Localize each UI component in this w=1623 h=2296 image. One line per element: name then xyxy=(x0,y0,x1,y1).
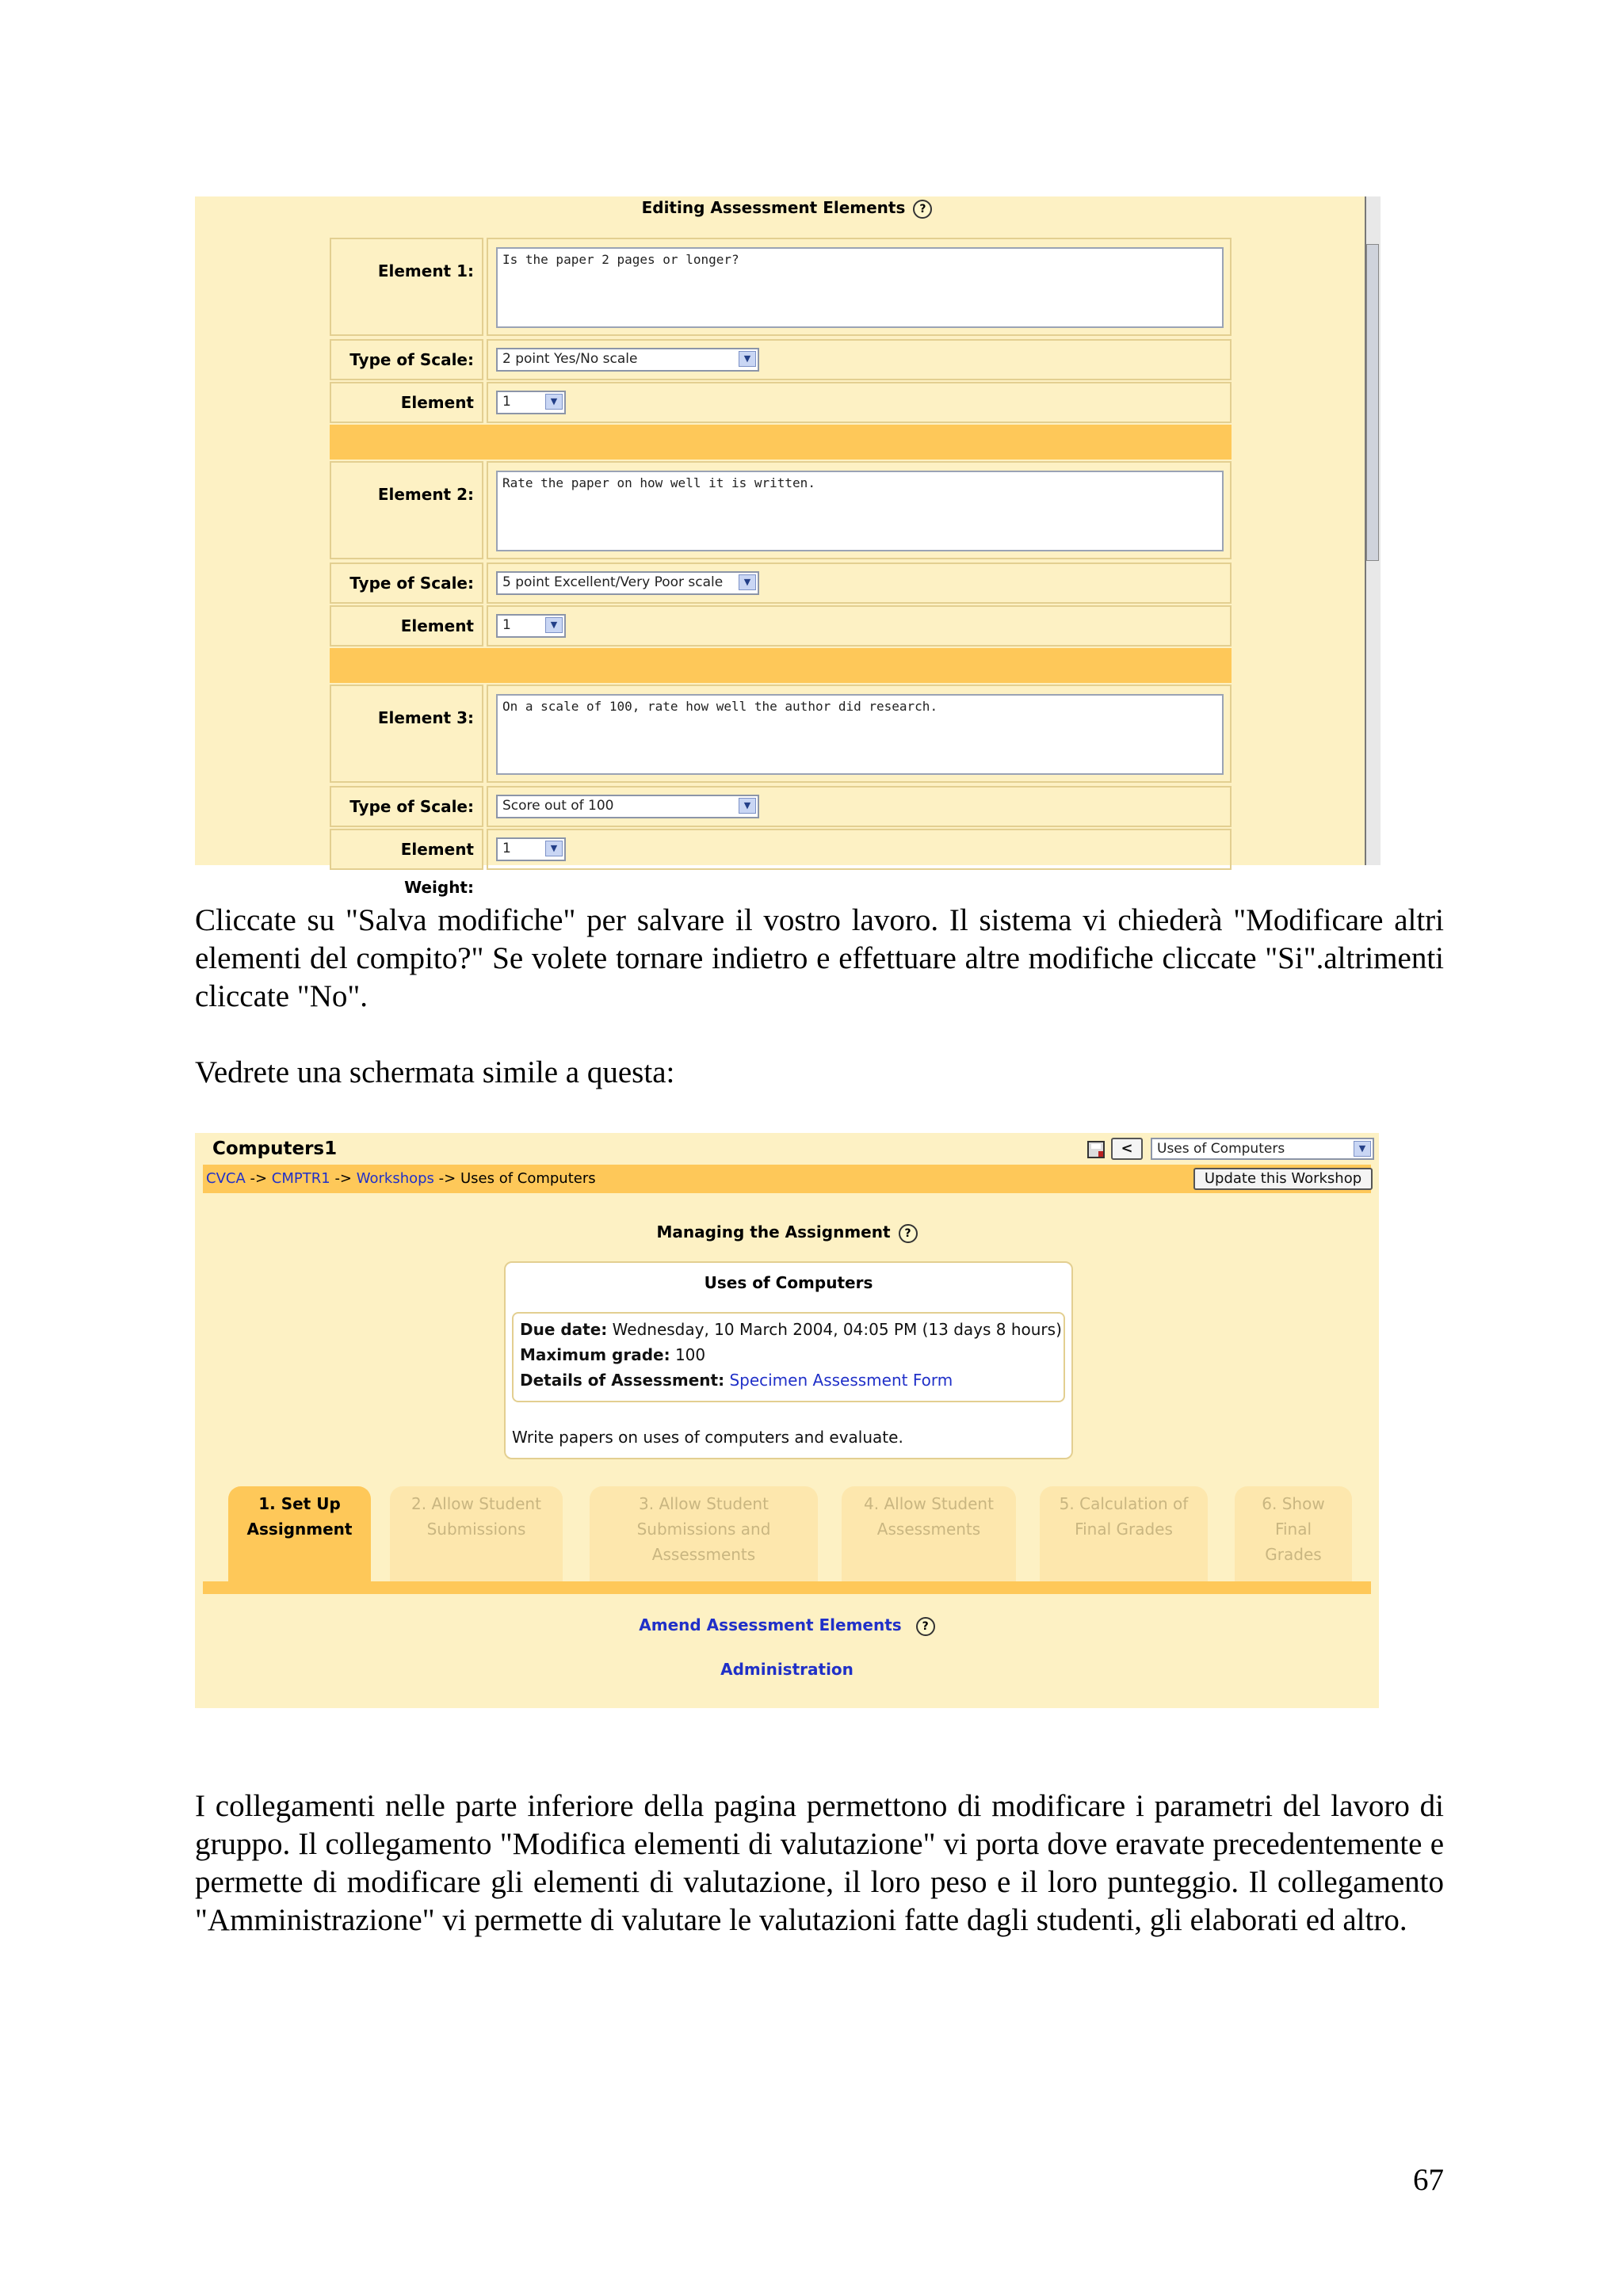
element-1-label: Element 1: xyxy=(330,238,483,336)
course-title: Computers1 xyxy=(212,1138,338,1159)
element-2-weight-cell xyxy=(487,605,1232,646)
chevron-down-icon[interactable]: ▼ xyxy=(739,351,756,367)
breadcrumb xyxy=(203,1165,1371,1193)
chevron-down-icon[interactable]: ▼ xyxy=(739,798,756,814)
tab-line-1: 5. Calculation of xyxy=(1059,1494,1189,1513)
element-2-scale-select[interactable] xyxy=(496,571,759,595)
due-date-label: Due date: xyxy=(520,1320,608,1339)
amend-assessment-elements-link[interactable]: Amend Assessment Elements xyxy=(639,1615,902,1634)
section-title: Managing the Assignment xyxy=(656,1222,891,1241)
element-3-scale-select[interactable] xyxy=(496,795,759,818)
editing-title: Editing Assessment Elements xyxy=(641,198,906,217)
tab-line-1: 2. Allow Student xyxy=(411,1494,541,1513)
editing-assessment-screenshot xyxy=(195,196,1379,897)
tab-line-1: 1. Set Up xyxy=(258,1494,341,1513)
save-icon-mark xyxy=(1098,1151,1103,1157)
paragraph-links-explanation: I collegamenti nelle parte inferiore della pagina permettono di modificare i parametri del lavoro di gruppo. Il collegamento "Modifica elementi di valutazione" vi porta dove eravate precedentemente e permette di modificare gli elementi di valutazione, il loro peso e il loro punteggio. Il collegamento "Amministrazione" vi permette di valutare le valutazioni fatte dagli studenti, gli elaborati ed altro. xyxy=(195,1789,1444,1937)
administration-link[interactable]: Administration xyxy=(720,1660,854,1679)
tab-line-1: 6. Show xyxy=(1262,1494,1325,1513)
tab-allow-submissions[interactable] xyxy=(390,1486,563,1591)
element-3-weight-label: Element Weight: xyxy=(330,829,483,870)
tab-line-1: 3. Allow Student xyxy=(639,1494,769,1513)
assignment-description: Write papers on uses of computers and evaluate. xyxy=(512,1428,903,1447)
tab-line-2: Assignment xyxy=(246,1520,353,1539)
specimen-form-link[interactable]: Specimen Assessment Form xyxy=(729,1371,953,1390)
element-2-textarea[interactable]: Rate the paper on how well it is written. xyxy=(496,471,1224,551)
scrollbar-thumb[interactable] xyxy=(1366,244,1379,561)
chevron-down-icon[interactable]: ▼ xyxy=(545,394,563,410)
due-date-line xyxy=(520,1318,1062,1341)
administration-link-row xyxy=(195,1656,1379,1683)
tab-line-2: Assessments xyxy=(876,1520,981,1539)
paragraph-intro-screen: Vedrete una schermata simile a questa: xyxy=(195,1055,675,1089)
chevron-down-icon[interactable]: ▼ xyxy=(545,841,563,856)
element-3-textarea[interactable]: On a scale of 100, rate how well the author did research. xyxy=(496,694,1224,775)
tab-allow-assessments[interactable] xyxy=(842,1486,1016,1591)
details-label: Details of Assessment: xyxy=(520,1371,725,1390)
element-1-textarea[interactable]: Is the paper 2 pages or longer? xyxy=(496,247,1224,328)
breadcrumb-workshops[interactable]: Workshops xyxy=(356,1170,434,1187)
tab-line-2: Final xyxy=(1274,1520,1312,1539)
element-3-weight-cell xyxy=(487,829,1232,870)
assignment-details-box xyxy=(512,1312,1065,1402)
separator-band xyxy=(330,425,1232,460)
element-2-weight-label: Element xyxy=(330,605,483,646)
breadcrumb-sep: -> xyxy=(330,1170,357,1187)
prev-button[interactable]: < xyxy=(1111,1138,1143,1160)
tab-line-3: Grades xyxy=(1265,1545,1322,1564)
workshop-header xyxy=(203,1133,1371,1165)
element-2-weight-value: 1 xyxy=(502,617,511,633)
jump-select[interactable] xyxy=(1151,1138,1374,1160)
tab-set-up-assignment[interactable] xyxy=(228,1486,371,1591)
save-icon-label xyxy=(1091,1144,1101,1149)
chevron-down-icon[interactable]: ▼ xyxy=(739,574,756,590)
separator-band xyxy=(330,648,1232,683)
tab-line-2: Final Grades xyxy=(1075,1520,1173,1539)
element-2-label: Element 2: xyxy=(330,461,483,559)
help-icon[interactable]: ? xyxy=(899,1224,918,1243)
help-icon[interactable]: ? xyxy=(916,1617,935,1636)
element-3-scale-label: Type of Scale: xyxy=(330,786,483,827)
max-grade-line xyxy=(520,1344,705,1366)
chevron-down-icon[interactable]: ▼ xyxy=(545,617,563,633)
element-3-weight-select[interactable] xyxy=(496,837,566,861)
help-icon[interactable]: ? xyxy=(913,200,932,219)
details-line xyxy=(520,1369,953,1391)
tab-line-2: Submissions and xyxy=(636,1520,771,1539)
breadcrumb-current: Uses of Computers xyxy=(460,1170,596,1187)
assignment-info-box xyxy=(504,1261,1073,1459)
section-title-bar xyxy=(195,1219,1379,1245)
paragraph-save-instructions: Cliccate su "Salva modifiche" per salvare il vostro lavoro. Il sistema vi chiederà "Modificare altri elementi del compito?" Se volete tornare indietro e effettuare altre modifiche cliccate "Si".altrimenti cliccate "No". xyxy=(195,903,1444,1013)
breadcrumb-sep: -> xyxy=(433,1170,460,1187)
breadcrumb-trail xyxy=(206,1165,596,1193)
amend-link-row xyxy=(195,1611,1379,1638)
jump-select-value: Uses of Computers xyxy=(1157,1141,1285,1157)
max-grade-value: 100 xyxy=(674,1345,706,1364)
element-1-weight-value: 1 xyxy=(502,394,511,410)
element-2-scale-value: 5 point Excellent/Very Poor scale xyxy=(502,574,724,590)
workshop-screenshot xyxy=(195,1133,1379,1708)
vertical-scrollbar[interactable] xyxy=(1365,196,1381,865)
save-icon[interactable] xyxy=(1087,1141,1105,1158)
element-3-weight-value: 1 xyxy=(502,841,511,856)
element-1-scale-select[interactable] xyxy=(496,348,759,372)
breadcrumb-sep: -> xyxy=(245,1170,272,1187)
tab-line-3: Assessments xyxy=(651,1545,756,1564)
element-1-scale-label: Type of Scale: xyxy=(330,339,483,380)
assignment-title: Uses of Computers xyxy=(704,1273,873,1292)
tab-calculation-final-grades[interactable] xyxy=(1040,1486,1208,1591)
tab-line-2: Submissions xyxy=(426,1520,526,1539)
due-date-value: Wednesday, 10 March 2004, 04:05 PM (13 days 8 hours) xyxy=(612,1320,1062,1339)
update-workshop-button[interactable]: Update this Workshop xyxy=(1193,1168,1373,1190)
chevron-down-icon[interactable]: ▼ xyxy=(1354,1141,1371,1157)
element-1-weight-cell xyxy=(487,382,1232,423)
breadcrumb-cmptr1[interactable]: CMPTR1 xyxy=(271,1170,330,1187)
element-3-label: Element 3: xyxy=(330,685,483,783)
breadcrumb-cvca[interactable]: CVCA xyxy=(206,1170,246,1187)
page-number: 67 xyxy=(1413,2163,1444,2197)
element-1-scale-value: 2 point Yes/No scale xyxy=(502,351,638,367)
tab-allow-submissions-and-assessments[interactable] xyxy=(590,1486,818,1591)
editing-title-bar xyxy=(195,196,1379,219)
element-1-weight-select[interactable] xyxy=(496,391,566,414)
tab-show-final-grades[interactable] xyxy=(1235,1486,1352,1591)
tab-line-1: 4. Allow Student xyxy=(864,1494,994,1513)
element-2-weight-select[interactable] xyxy=(496,614,566,638)
tab-bar-underline xyxy=(203,1581,1371,1594)
max-grade-label: Maximum grade: xyxy=(520,1345,670,1364)
element-2-scale-label: Type of Scale: xyxy=(330,563,483,604)
element-1-weight-label: Element xyxy=(330,382,483,423)
element-3-scale-value: Score out of 100 xyxy=(502,798,614,814)
